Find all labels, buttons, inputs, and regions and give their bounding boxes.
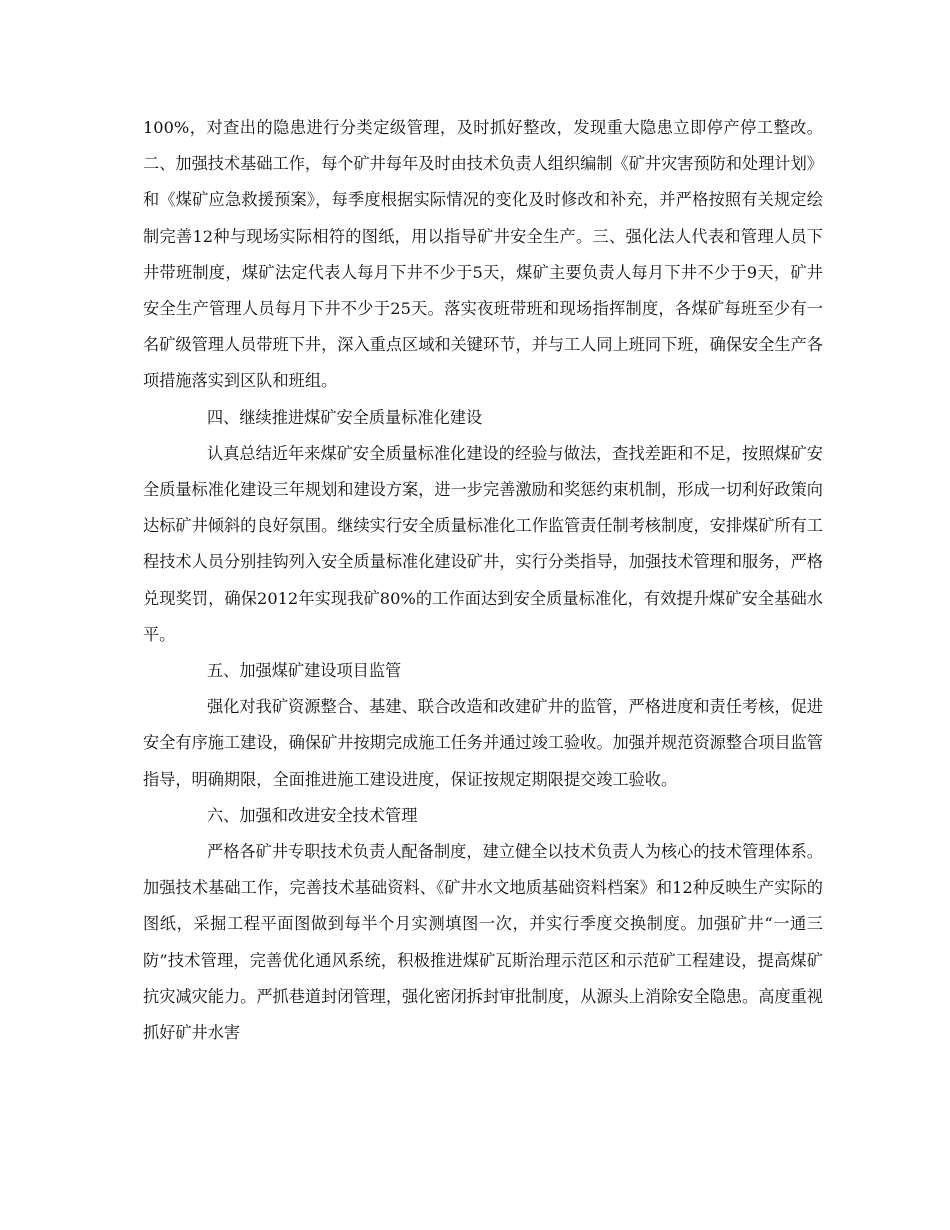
body-paragraph: 认真总结近年来煤矿安全质量标准化建设的经验与做法，查找差距和不足，按照煤矿安全质量标准化建设三年规划和建设方案，进一步完善激励和奖惩约束机制，形成一切利好政策向达标矿井倾斜的良好氛围。继续实行安全质量标准化工作监管责任制考核制度，安排煤矿所有工程技术人员分别挂钩列入安全质量标准化建设矿井，实行分类指导，加强技术管理和服务，严格兑现奖罚，确保2012年实现我矿80%的工作面达到安全质量标准化，有效提升煤矿安全基础水平。 xyxy=(143,443,823,644)
body-paragraph: 严格各矿井专职技术负责人配备制度，建立健全以技术负责人为核心的技术管理体系。加强技术基础工作，完善技术基础资料、《矿井水文地质基础资料档案》和12种反映生产实际的图纸，采掘工程平面图做到每半个月实测填图一次，并实行季度交换制度。加强矿井“一通三防”技术管理，完善优化通风系统，积极推进煤矿瓦斯治理示范区和示范矿工程建设，提高煤矿抗灾减灾能力。严抓巷道封闭管理，强化密闭拆封审批制度，从源头上消除安全隐患。高度重视抓好矿井水害 xyxy=(143,842,823,1043)
body-paragraph: 100%，对查出的隐患进行分类定级管理，及时抓好整改，发现重大隐患立即停产停工整改。二、加强技术基础工作，每个矿井每年及时由技术负责人组织编制《矿井灾害预防和处理计划》和《煤矿应急救援预案》，每季度根据实际情况的变化及时修改和补充，并严格按照有关规定绘制完善12种与现场实际相符的图纸，用以指导矿井安全生产。三、强化法人代表和管理人员下井带班制度，煤矿法定代表人每月下井不少于5天，煤矿主要负责人每月下井不少于9天，矿井安全生产管理人员每月下井不少于25天。落实夜班带班和现场指挥制度，各煤矿每班至少有一名矿级管理人员带班下井，深入重点区域和关键环节，并与工人同上班同下班，确保安全生产各项措施落实到区队和班组。 xyxy=(143,118,823,391)
document-page xyxy=(143,110,823,1051)
section-heading-6: 六、加强和改进安全技术管理 xyxy=(207,805,418,825)
body-paragraph: 强化对我矿资源整合、基建、联合改造和改建矿井的监管，严格进度和责任考核，促进安全有序施工建设，确保矿井按期完成施工任务并通过竣工验收。加强并规范资源整合项目监管指导，明确期限，全面推进施工建设进度，保证按规定期限提交竣工验收。 xyxy=(143,697,823,789)
section-heading-5: 五、加强煤矿建设项目监管 xyxy=(207,661,402,681)
section-heading-4: 四、继续推进煤矿安全质量标准化建设 xyxy=(207,407,483,427)
